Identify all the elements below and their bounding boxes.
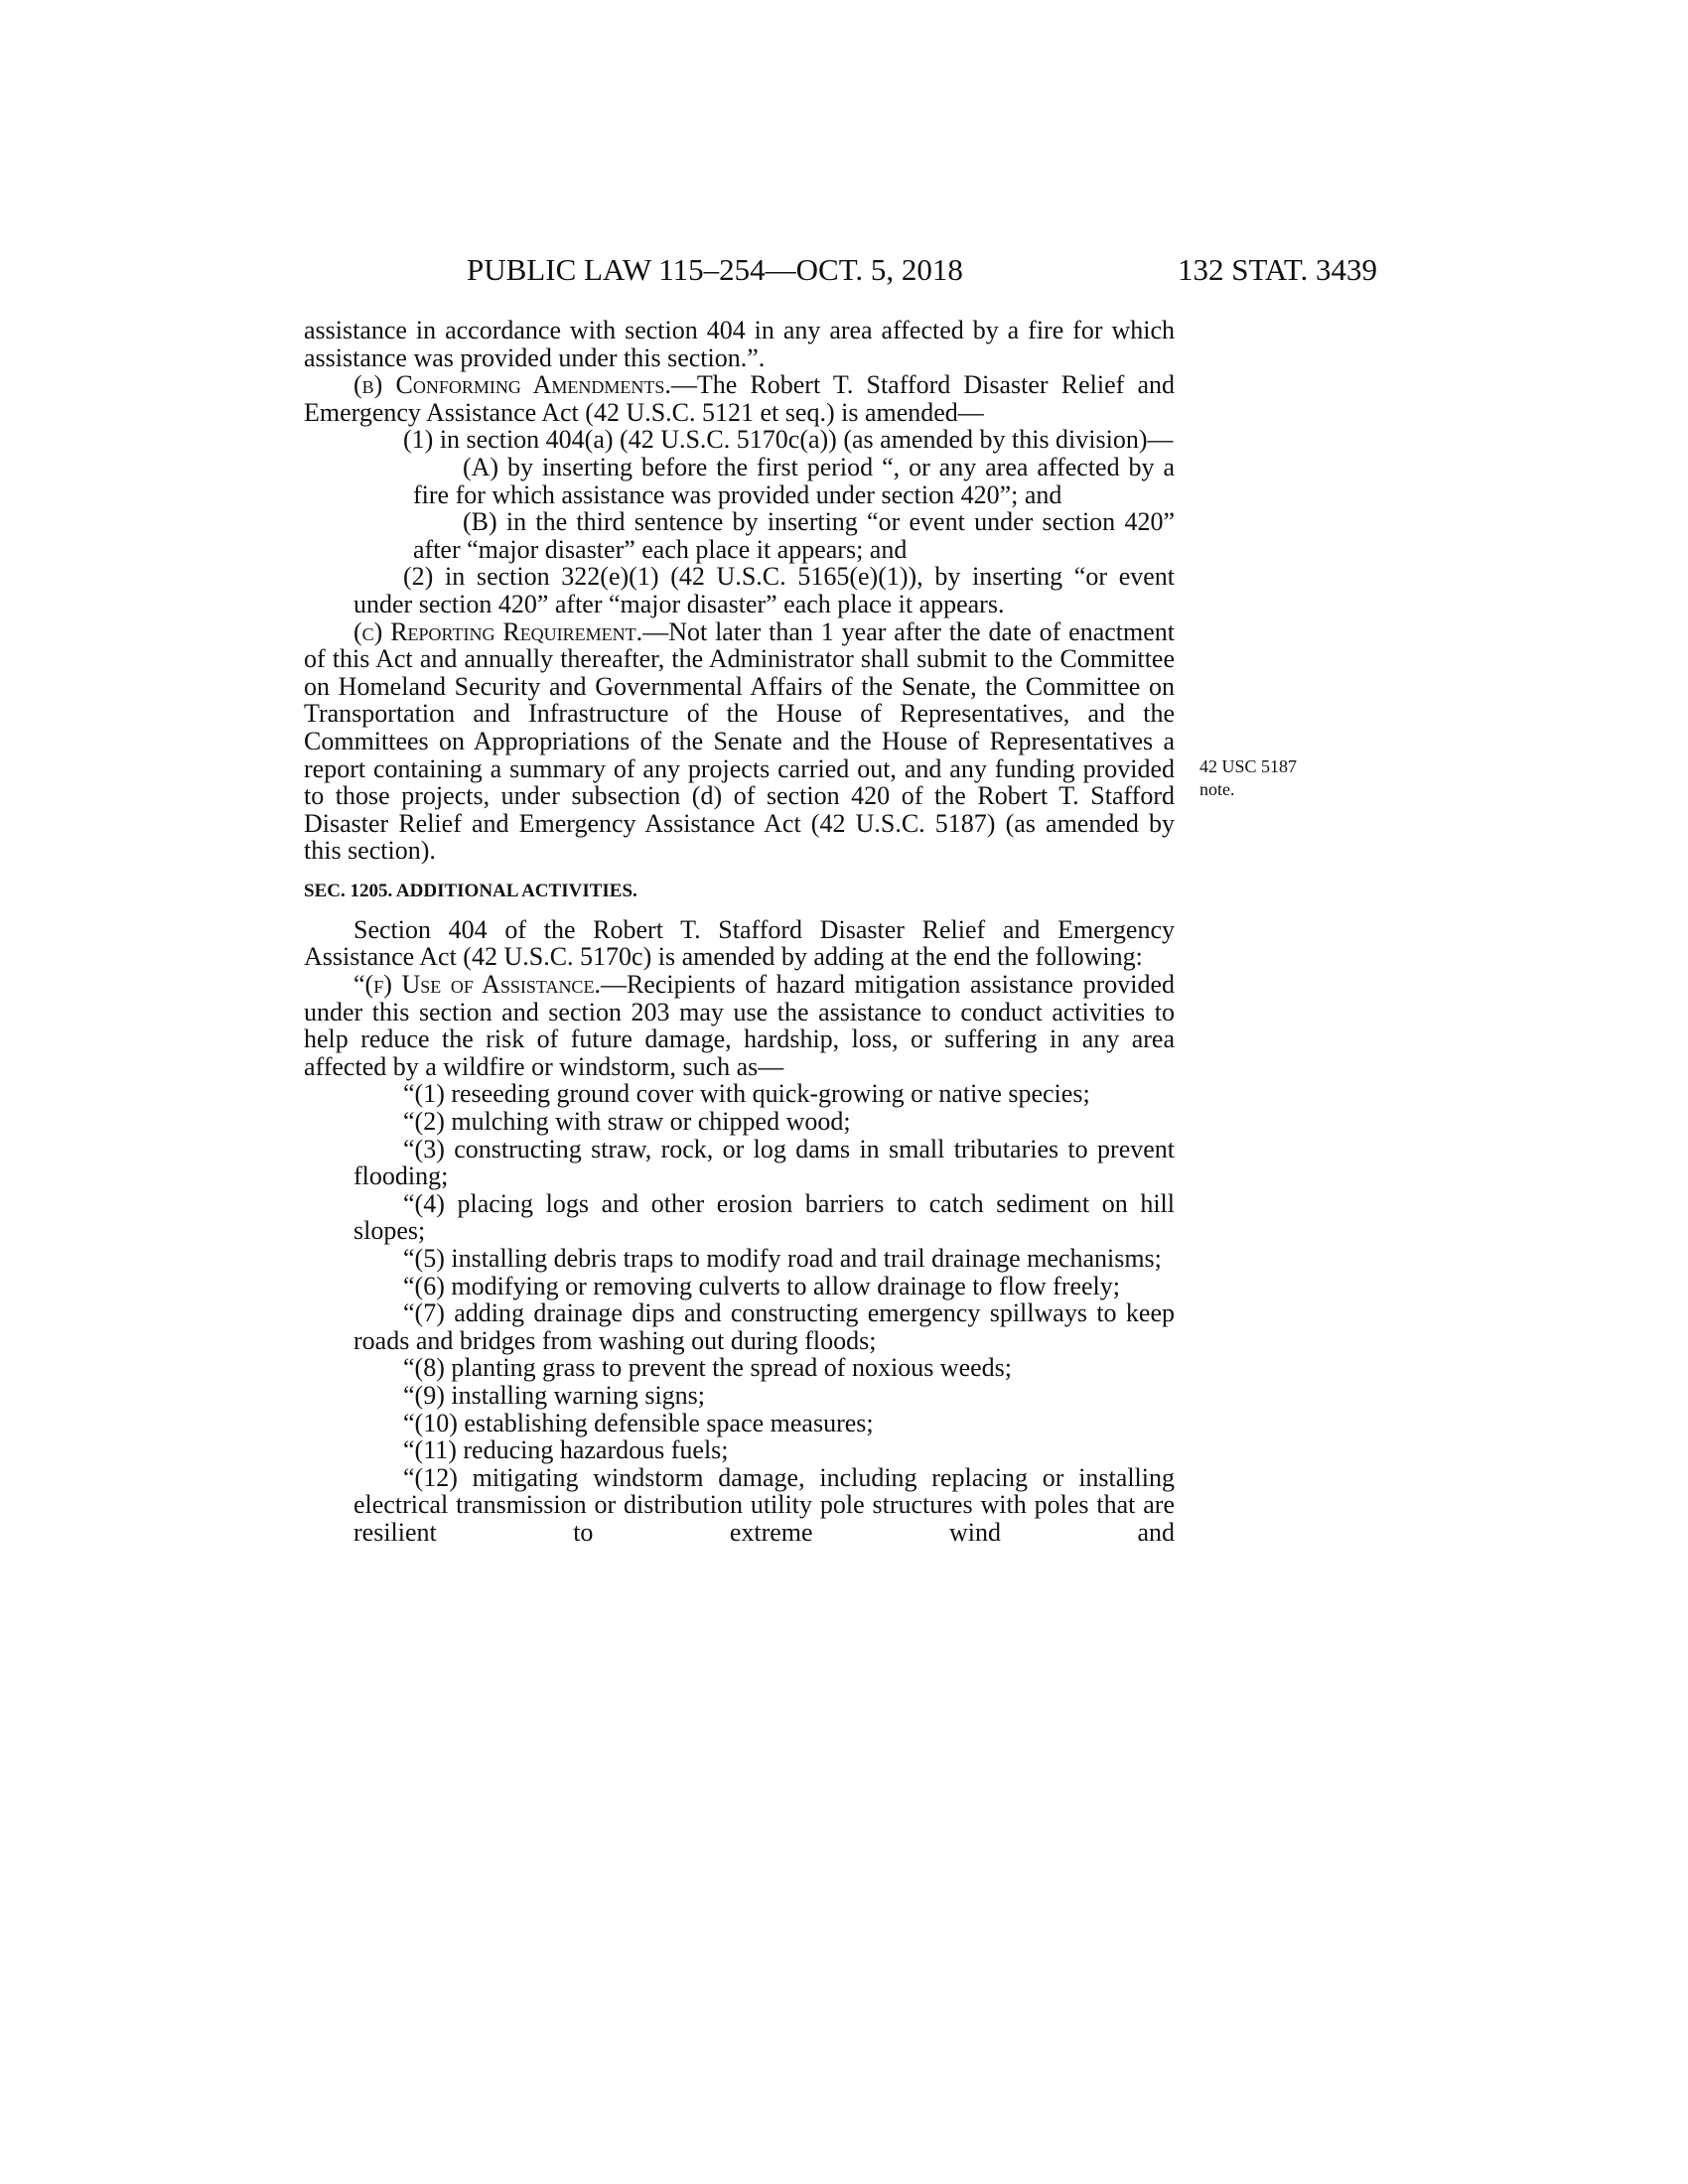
- section-heading: SEC. 1205. ADDITIONAL ACTIVITIES.: [304, 880, 637, 901]
- list-item: “(10) establishing defensible space measures;: [403, 1408, 874, 1437]
- paragraph-continuation: assistance in accordance with section 404 in any area affected by a fire for which assistance was provided under this section.”.: [304, 316, 1175, 372]
- section-intro: Section 404 of the Robert T. Stafford Disaster Relief and Emergency Assistance Act (42 U.S.C. 5170c) is amended by adding at the end the following:: [304, 914, 1175, 972]
- subsection-c: [304, 618, 1175, 865]
- list-item: “(12) mitigating windstorm damage, including replacing or installing electrical transmission or distribution utility pole structures with poles that are resilient to extreme wind and: [353, 1462, 1175, 1547]
- paragraph-2: (2) in section 322(e)(1) (42 U.S.C. 5165(e)(1)), by inserting “or event under section 420” after “major disaster” each place it appears.: [353, 562, 1175, 618]
- body-text: [304, 317, 1175, 1547]
- list-item: “(1) reseeding ground cover with quick-growing or native species;: [403, 1079, 1090, 1109]
- margin-note-citation: 42 USC 5187: [1199, 756, 1298, 776]
- list-item: “(2) mulching with straw or chipped wood;: [403, 1107, 851, 1137]
- subsection-f-heading: “(f) Use of Assistance.: [353, 970, 601, 1000]
- list-item: “(7) adding drainage dips and constructing emergency spillways to keep roads and bridges from washing out during floods;: [353, 1298, 1175, 1355]
- margin-note: [1199, 755, 1329, 801]
- margin-note-label: note.: [1199, 779, 1235, 799]
- page-header: [0, 250, 1688, 290]
- paragraph-1: (1) in section 404(a) (42 U.S.C. 5170c(a)) (as amended by this division)—: [403, 425, 1174, 455]
- list-item: “(5) installing debris traps to modify road and trail drainage mechanisms;: [403, 1244, 1162, 1273]
- subsection-c-heading: (c) Reporting Requirement.: [353, 616, 643, 646]
- statute-page-number: 132 STAT. 3439: [1177, 252, 1377, 287]
- subsection-b-heading: (b) Conforming Amendments.: [353, 370, 671, 400]
- subsection-f-text: —Recipients of hazard mitigation assistance provided under this section and section 203 may use the assistance to conduct activities to help reduce the risk of future damage, hardship, loss, or suffering in any area affected by a wildfire or windstorm, such as—: [304, 970, 1175, 1081]
- list-item: “(9) installing warning signs;: [403, 1380, 706, 1410]
- subsection-b: [304, 371, 1175, 426]
- list-item: “(11) reducing hazardous fuels;: [403, 1435, 729, 1465]
- public-law-title: PUBLIC LAW 115–254—OCT. 5, 2018: [467, 252, 963, 287]
- subparagraph-b: (B) in the third sentence by inserting “or event under section 420” after “major disaster” each place it appears; and: [413, 507, 1175, 564]
- list-item: “(8) planting grass to prevent the spread of noxious weeds;: [403, 1353, 1013, 1383]
- subsection-b-text: —The Robert T. Stafford Disaster Relief and Emergency Assistance Act (42 U.S.C. 5121 et seq.) is amended—: [304, 370, 1175, 427]
- list-item: “(4) placing logs and other erosion barriers to catch sediment on hill slopes;: [353, 1188, 1175, 1246]
- subparagraph-a: (A) by inserting before the first period “, or any area affected by a fire for which assistance was provided under section 420”; and: [413, 452, 1175, 509]
- list-item: “(3) constructing straw, rock, or log dams in small tributaries to prevent flooding;: [353, 1134, 1175, 1191]
- subsection-f: [304, 971, 1175, 1080]
- list-item: “(6) modifying or removing culverts to allow drainage to flow freely;: [403, 1271, 1121, 1300]
- subsection-c-text: —Not later than 1 year after the date of enactment of this Act and annually thereafter, the Administrator shall submit to the Committee on Homeland Security and Governmental Affairs of the Senate, the Committee on Transportation and Infrastructure of the House of Representatives, and the Committees on Appropriations of the Senate and the House of Representatives a report containing a summary of any projects carried out, and any funding provided to those projects, under subsection (d) of section 420 of the Robert T. Stafford Disaster Relief and Emergency Assistance Act (42 U.S.C. 5187) (as amended by this section).: [304, 616, 1176, 866]
